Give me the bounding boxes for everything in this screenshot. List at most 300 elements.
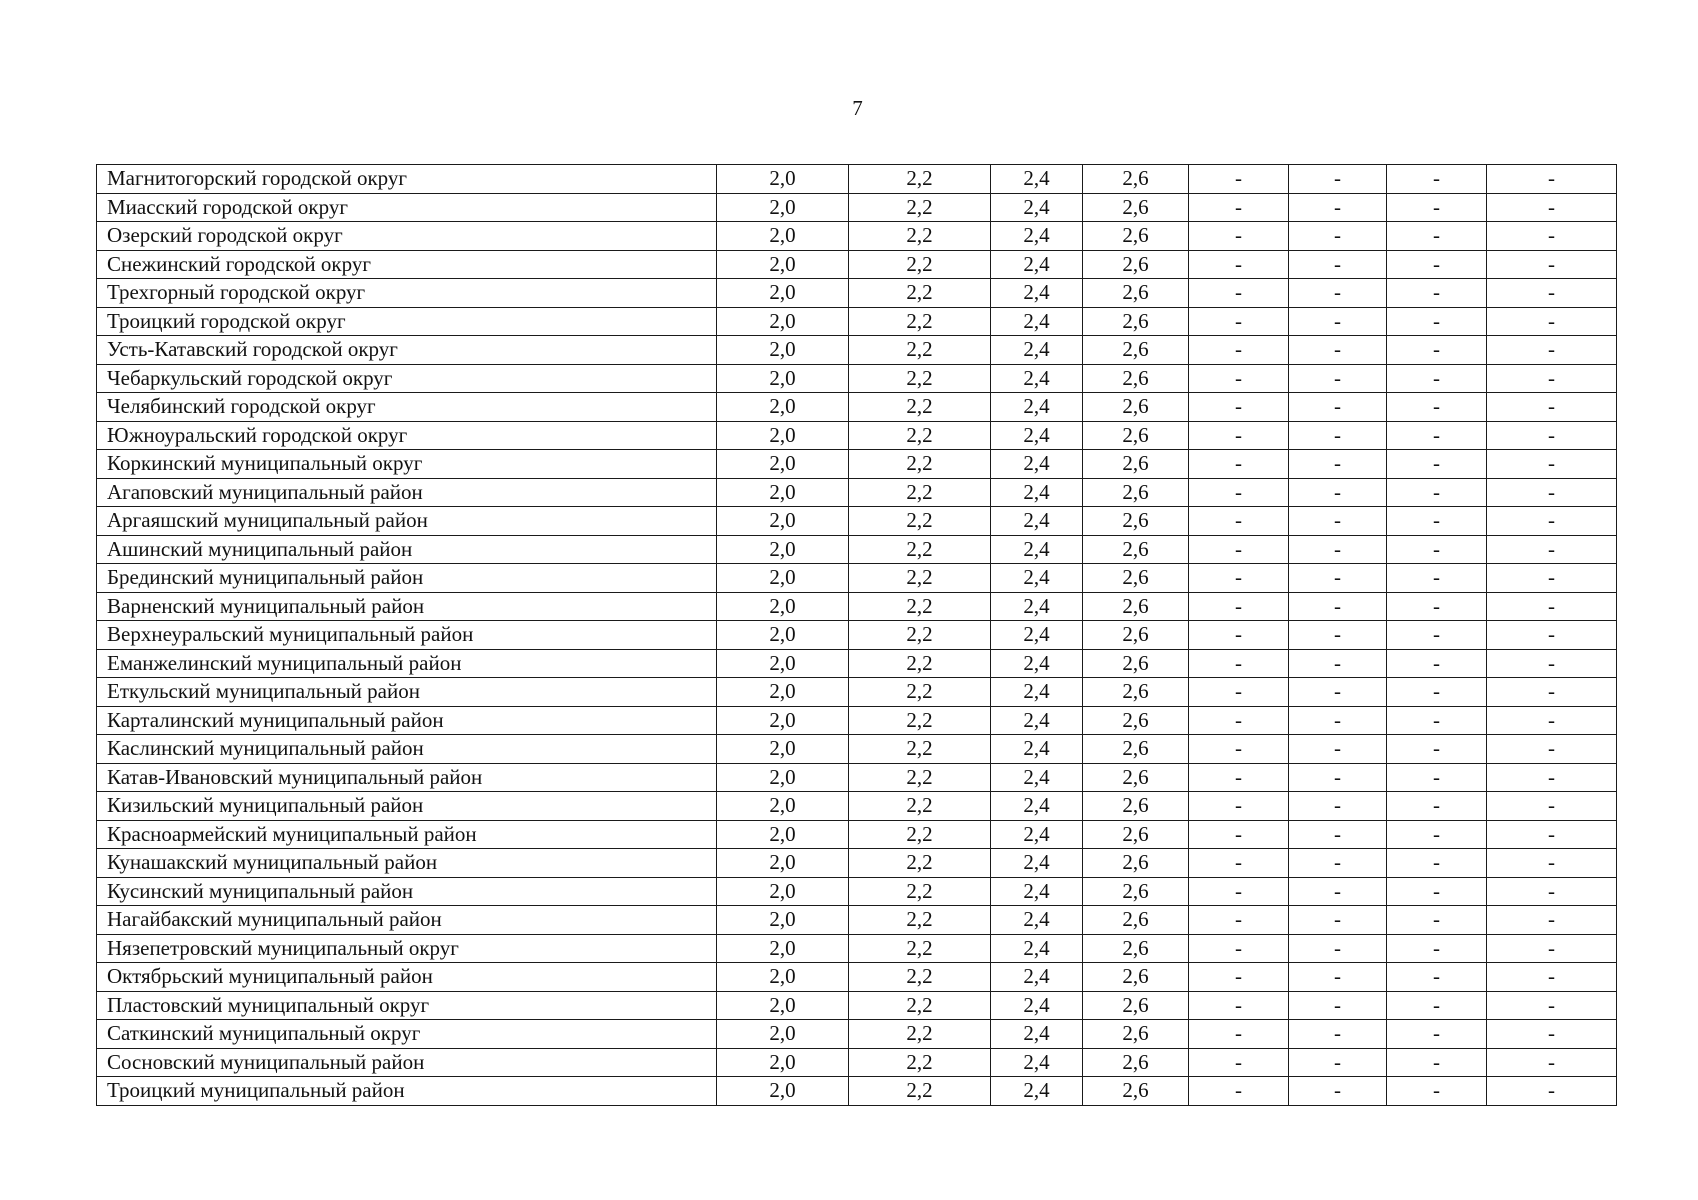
- coefficient-cell-8: -: [1487, 507, 1617, 536]
- coefficient-cell-2: 2,2: [849, 421, 991, 450]
- coefficient-cell-1: 2,0: [717, 592, 849, 621]
- coefficient-cell-2: 2,2: [849, 763, 991, 792]
- coefficient-cell-5: -: [1189, 564, 1289, 593]
- coefficient-cell-4: 2,6: [1083, 621, 1189, 650]
- coefficient-cell-4: 2,6: [1083, 193, 1189, 222]
- coefficient-cell-2: 2,2: [849, 592, 991, 621]
- coefficient-cell-7: -: [1387, 963, 1487, 992]
- coefficient-cell-7: -: [1387, 592, 1487, 621]
- coefficient-cell-6: -: [1289, 421, 1387, 450]
- coefficient-cell-6: -: [1289, 165, 1387, 194]
- municipality-name: Озерский городской округ: [97, 222, 717, 251]
- coefficient-cell-7: -: [1387, 678, 1487, 707]
- coefficient-cell-7: -: [1387, 336, 1487, 365]
- coefficient-cell-5: -: [1189, 307, 1289, 336]
- table-row: [97, 592, 1617, 621]
- municipality-name: Миасский городской округ: [97, 193, 717, 222]
- coefficient-cell-7: -: [1387, 250, 1487, 279]
- coefficient-cell-3: 2,4: [991, 478, 1083, 507]
- coefficient-cell-3: 2,4: [991, 1048, 1083, 1077]
- coefficient-cell-5: -: [1189, 450, 1289, 479]
- coefficient-cell-1: 2,0: [717, 165, 849, 194]
- table-row: [97, 250, 1617, 279]
- coefficient-cell-8: -: [1487, 906, 1617, 935]
- coefficient-cell-8: -: [1487, 421, 1617, 450]
- municipality-name: Еманжелинский муниципальный район: [97, 649, 717, 678]
- coefficients-table: [96, 164, 1617, 1106]
- coefficient-cell-8: -: [1487, 535, 1617, 564]
- municipality-name: Чебаркульский городской округ: [97, 364, 717, 393]
- coefficient-cell-7: -: [1387, 763, 1487, 792]
- coefficient-cell-5: -: [1189, 1020, 1289, 1049]
- coefficient-cell-5: -: [1189, 592, 1289, 621]
- coefficient-cell-1: 2,0: [717, 678, 849, 707]
- table-row: [97, 963, 1617, 992]
- table-row: [97, 535, 1617, 564]
- coefficient-cell-2: 2,2: [849, 535, 991, 564]
- municipality-name: Катав-Ивановский муниципальный район: [97, 763, 717, 792]
- coefficient-cell-5: -: [1189, 393, 1289, 422]
- coefficient-cell-7: -: [1387, 1077, 1487, 1106]
- coefficient-cell-3: 2,4: [991, 906, 1083, 935]
- coefficient-cell-8: -: [1487, 450, 1617, 479]
- coefficient-cell-2: 2,2: [849, 279, 991, 308]
- coefficient-cell-1: 2,0: [717, 792, 849, 821]
- municipality-name: Троицкий городской округ: [97, 307, 717, 336]
- coefficient-cell-4: 2,6: [1083, 165, 1189, 194]
- coefficient-cell-1: 2,0: [717, 763, 849, 792]
- coefficient-cell-4: 2,6: [1083, 735, 1189, 764]
- coefficient-cell-8: -: [1487, 991, 1617, 1020]
- municipality-name: Варненский муниципальный район: [97, 592, 717, 621]
- coefficient-cell-2: 2,2: [849, 478, 991, 507]
- coefficient-cell-4: 2,6: [1083, 1048, 1189, 1077]
- coefficient-cell-7: -: [1387, 934, 1487, 963]
- coefficient-cell-2: 2,2: [849, 364, 991, 393]
- coefficient-cell-5: -: [1189, 193, 1289, 222]
- coefficient-cell-8: -: [1487, 877, 1617, 906]
- coefficient-cell-1: 2,0: [717, 849, 849, 878]
- coefficient-cell-5: -: [1189, 535, 1289, 564]
- coefficient-cell-4: 2,6: [1083, 1077, 1189, 1106]
- coefficient-cell-3: 2,4: [991, 877, 1083, 906]
- coefficient-cell-3: 2,4: [991, 393, 1083, 422]
- coefficient-cell-5: -: [1189, 507, 1289, 536]
- coefficient-cell-1: 2,0: [717, 250, 849, 279]
- coefficient-cell-7: -: [1387, 792, 1487, 821]
- coefficient-cell-6: -: [1289, 706, 1387, 735]
- coefficient-cell-7: -: [1387, 535, 1487, 564]
- coefficient-cell-8: -: [1487, 1077, 1617, 1106]
- municipality-name: Кунашакский муниципальный район: [97, 849, 717, 878]
- coefficient-cell-5: -: [1189, 649, 1289, 678]
- coefficient-cell-7: -: [1387, 478, 1487, 507]
- coefficient-cell-6: -: [1289, 507, 1387, 536]
- coefficient-cell-4: 2,6: [1083, 222, 1189, 251]
- coefficient-cell-3: 2,4: [991, 735, 1083, 764]
- coefficient-cell-8: -: [1487, 735, 1617, 764]
- coefficient-cell-5: -: [1189, 877, 1289, 906]
- coefficient-cell-7: -: [1387, 649, 1487, 678]
- coefficient-cell-2: 2,2: [849, 450, 991, 479]
- coefficient-cell-5: -: [1189, 763, 1289, 792]
- coefficient-cell-4: 2,6: [1083, 450, 1189, 479]
- coefficient-cell-5: -: [1189, 849, 1289, 878]
- table-row: [97, 621, 1617, 650]
- coefficient-cell-1: 2,0: [717, 1048, 849, 1077]
- table-row: [97, 336, 1617, 365]
- municipality-name: Магнитогорский городской округ: [97, 165, 717, 194]
- coefficient-cell-3: 2,4: [991, 421, 1083, 450]
- municipality-name: Агаповский муниципальный район: [97, 478, 717, 507]
- coefficient-cell-8: -: [1487, 763, 1617, 792]
- municipality-name: Пластовский муниципальный округ: [97, 991, 717, 1020]
- coefficient-cell-3: 2,4: [991, 649, 1083, 678]
- municipality-name: Ашинский муниципальный район: [97, 535, 717, 564]
- municipality-name: Нязепетровский муниципальный округ: [97, 934, 717, 963]
- coefficient-cell-2: 2,2: [849, 649, 991, 678]
- coefficient-cell-4: 2,6: [1083, 535, 1189, 564]
- municipality-name: Каслинский муниципальный район: [97, 735, 717, 764]
- coefficient-cell-7: -: [1387, 1048, 1487, 1077]
- coefficient-cell-5: -: [1189, 250, 1289, 279]
- coefficient-cell-7: -: [1387, 991, 1487, 1020]
- coefficient-cell-6: -: [1289, 1077, 1387, 1106]
- coefficient-cell-2: 2,2: [849, 1077, 991, 1106]
- coefficient-cell-1: 2,0: [717, 535, 849, 564]
- municipality-name: Челябинский городской округ: [97, 393, 717, 422]
- coefficient-cell-1: 2,0: [717, 450, 849, 479]
- coefficient-cell-6: -: [1289, 450, 1387, 479]
- coefficient-cell-8: -: [1487, 849, 1617, 878]
- coefficient-cell-2: 2,2: [849, 393, 991, 422]
- coefficient-cell-2: 2,2: [849, 1020, 991, 1049]
- coefficient-cell-2: 2,2: [849, 934, 991, 963]
- coefficient-cell-4: 2,6: [1083, 592, 1189, 621]
- coefficient-cell-2: 2,2: [849, 621, 991, 650]
- table-row: [97, 991, 1617, 1020]
- coefficient-cell-3: 2,4: [991, 450, 1083, 479]
- municipality-name: Брединский муниципальный район: [97, 564, 717, 593]
- coefficient-cell-1: 2,0: [717, 934, 849, 963]
- coefficient-cell-2: 2,2: [849, 877, 991, 906]
- coefficient-cell-3: 2,4: [991, 1020, 1083, 1049]
- coefficient-cell-6: -: [1289, 820, 1387, 849]
- coefficient-cell-7: -: [1387, 450, 1487, 479]
- coefficient-cell-4: 2,6: [1083, 1020, 1189, 1049]
- coefficient-cell-7: -: [1387, 820, 1487, 849]
- coefficient-cell-7: -: [1387, 222, 1487, 251]
- coefficient-cell-8: -: [1487, 279, 1617, 308]
- coefficient-cell-2: 2,2: [849, 792, 991, 821]
- municipality-name: Южноуральский городской округ: [97, 421, 717, 450]
- coefficient-cell-2: 2,2: [849, 820, 991, 849]
- municipality-name: Снежинский городской округ: [97, 250, 717, 279]
- table-row: [97, 450, 1617, 479]
- municipality-name: Кизильский муниципальный район: [97, 792, 717, 821]
- coefficient-cell-2: 2,2: [849, 678, 991, 707]
- municipality-name: Еткульский муниципальный район: [97, 678, 717, 707]
- table-row: [97, 279, 1617, 308]
- coefficient-cell-5: -: [1189, 364, 1289, 393]
- coefficient-cell-7: -: [1387, 564, 1487, 593]
- coefficient-cell-8: -: [1487, 792, 1617, 821]
- table-row: [97, 678, 1617, 707]
- coefficient-cell-4: 2,6: [1083, 250, 1189, 279]
- coefficient-cell-8: -: [1487, 934, 1617, 963]
- coefficient-cell-7: -: [1387, 193, 1487, 222]
- coefficient-cell-7: -: [1387, 849, 1487, 878]
- coefficient-cell-6: -: [1289, 649, 1387, 678]
- coefficient-cell-1: 2,0: [717, 906, 849, 935]
- coefficient-cell-1: 2,0: [717, 393, 849, 422]
- coefficient-cell-1: 2,0: [717, 991, 849, 1020]
- coefficient-cell-1: 2,0: [717, 421, 849, 450]
- coefficient-cell-2: 2,2: [849, 250, 991, 279]
- coefficient-cell-8: -: [1487, 820, 1617, 849]
- coefficient-cell-2: 2,2: [849, 222, 991, 251]
- coefficient-cell-6: -: [1289, 250, 1387, 279]
- coefficient-cell-3: 2,4: [991, 165, 1083, 194]
- municipality-name: Октябрьский муниципальный район: [97, 963, 717, 992]
- table-row: [97, 222, 1617, 251]
- coefficient-cell-6: -: [1289, 735, 1387, 764]
- coefficient-cell-5: -: [1189, 1048, 1289, 1077]
- coefficient-cell-2: 2,2: [849, 963, 991, 992]
- coefficient-cell-7: -: [1387, 364, 1487, 393]
- coefficient-cell-6: -: [1289, 535, 1387, 564]
- municipality-name: Карталинский муниципальный район: [97, 706, 717, 735]
- table-row: [97, 421, 1617, 450]
- coefficient-cell-8: -: [1487, 193, 1617, 222]
- coefficient-cell-5: -: [1189, 906, 1289, 935]
- coefficient-cell-3: 2,4: [991, 792, 1083, 821]
- table-row: [97, 307, 1617, 336]
- coefficient-cell-5: -: [1189, 706, 1289, 735]
- coefficient-cell-5: -: [1189, 820, 1289, 849]
- coefficient-cell-5: -: [1189, 279, 1289, 308]
- table-row: [97, 165, 1617, 194]
- municipality-name: Трехгорный городской округ: [97, 279, 717, 308]
- table-row: [97, 1048, 1617, 1077]
- coefficient-cell-3: 2,4: [991, 250, 1083, 279]
- coefficient-cell-4: 2,6: [1083, 706, 1189, 735]
- coefficient-cell-1: 2,0: [717, 564, 849, 593]
- coefficient-cell-3: 2,4: [991, 820, 1083, 849]
- coefficient-cell-6: -: [1289, 564, 1387, 593]
- table-row: [97, 763, 1617, 792]
- coefficient-cell-8: -: [1487, 165, 1617, 194]
- coefficient-cell-6: -: [1289, 1020, 1387, 1049]
- coefficient-cell-1: 2,0: [717, 478, 849, 507]
- coefficient-cell-6: -: [1289, 877, 1387, 906]
- coefficient-cell-6: -: [1289, 849, 1387, 878]
- coefficient-cell-6: -: [1289, 1048, 1387, 1077]
- coefficient-cell-2: 2,2: [849, 991, 991, 1020]
- coefficient-cell-4: 2,6: [1083, 820, 1189, 849]
- coefficient-cell-4: 2,6: [1083, 336, 1189, 365]
- coefficient-cell-2: 2,2: [849, 507, 991, 536]
- coefficient-cell-6: -: [1289, 934, 1387, 963]
- coefficient-cell-5: -: [1189, 478, 1289, 507]
- table-row: [97, 1020, 1617, 1049]
- coefficient-cell-4: 2,6: [1083, 963, 1189, 992]
- coefficients-table-wrapper: [96, 164, 1617, 1106]
- coefficient-cell-3: 2,4: [991, 621, 1083, 650]
- coefficient-cell-3: 2,4: [991, 535, 1083, 564]
- coefficient-cell-5: -: [1189, 336, 1289, 365]
- coefficient-cell-7: -: [1387, 735, 1487, 764]
- coefficient-cell-6: -: [1289, 307, 1387, 336]
- coefficient-cell-1: 2,0: [717, 222, 849, 251]
- coefficient-cell-1: 2,0: [717, 621, 849, 650]
- municipality-name: Усть-Катавский городской округ: [97, 336, 717, 365]
- coefficient-cell-5: -: [1189, 621, 1289, 650]
- coefficient-cell-8: -: [1487, 706, 1617, 735]
- table-row: [97, 706, 1617, 735]
- table-row: [97, 735, 1617, 764]
- coefficient-cell-3: 2,4: [991, 336, 1083, 365]
- coefficient-cell-6: -: [1289, 193, 1387, 222]
- coefficient-cell-3: 2,4: [991, 963, 1083, 992]
- coefficient-cell-7: -: [1387, 307, 1487, 336]
- coefficient-cell-5: -: [1189, 421, 1289, 450]
- coefficient-cell-2: 2,2: [849, 849, 991, 878]
- coefficient-cell-1: 2,0: [717, 307, 849, 336]
- coefficient-cell-1: 2,0: [717, 735, 849, 764]
- coefficient-cell-7: -: [1387, 279, 1487, 308]
- coefficient-cell-6: -: [1289, 792, 1387, 821]
- coefficient-cell-3: 2,4: [991, 763, 1083, 792]
- coefficient-cell-6: -: [1289, 222, 1387, 251]
- coefficient-cell-4: 2,6: [1083, 421, 1189, 450]
- municipality-name: Сосновский муниципальный район: [97, 1048, 717, 1077]
- coefficient-cell-5: -: [1189, 165, 1289, 194]
- page-number: 7: [852, 96, 863, 120]
- coefficient-cell-3: 2,4: [991, 364, 1083, 393]
- coefficient-cell-4: 2,6: [1083, 507, 1189, 536]
- table-row: [97, 877, 1617, 906]
- coefficient-cell-8: -: [1487, 1020, 1617, 1049]
- coefficient-cell-1: 2,0: [717, 706, 849, 735]
- coefficient-cell-2: 2,2: [849, 906, 991, 935]
- coefficient-cell-4: 2,6: [1083, 792, 1189, 821]
- coefficient-cell-7: -: [1387, 165, 1487, 194]
- table-row: [97, 364, 1617, 393]
- table-row: [97, 393, 1617, 422]
- table-body: [97, 165, 1617, 1106]
- coefficient-cell-3: 2,4: [991, 1077, 1083, 1106]
- coefficient-cell-5: -: [1189, 991, 1289, 1020]
- coefficient-cell-3: 2,4: [991, 222, 1083, 251]
- coefficient-cell-6: -: [1289, 364, 1387, 393]
- coefficient-cell-7: -: [1387, 393, 1487, 422]
- coefficient-cell-7: -: [1387, 621, 1487, 650]
- coefficient-cell-4: 2,6: [1083, 991, 1189, 1020]
- coefficient-cell-6: -: [1289, 478, 1387, 507]
- table-row: [97, 934, 1617, 963]
- table-row: [97, 564, 1617, 593]
- table-row: [97, 849, 1617, 878]
- coefficient-cell-4: 2,6: [1083, 364, 1189, 393]
- coefficient-cell-4: 2,6: [1083, 279, 1189, 308]
- coefficient-cell-1: 2,0: [717, 820, 849, 849]
- coefficient-cell-8: -: [1487, 478, 1617, 507]
- coefficient-cell-5: -: [1189, 934, 1289, 963]
- coefficient-cell-1: 2,0: [717, 649, 849, 678]
- coefficient-cell-8: -: [1487, 250, 1617, 279]
- coefficient-cell-4: 2,6: [1083, 934, 1189, 963]
- table-row: [97, 906, 1617, 935]
- table-row: [97, 507, 1617, 536]
- coefficient-cell-1: 2,0: [717, 279, 849, 308]
- coefficient-cell-6: -: [1289, 906, 1387, 935]
- coefficient-cell-6: -: [1289, 621, 1387, 650]
- coefficient-cell-7: -: [1387, 706, 1487, 735]
- coefficient-cell-7: -: [1387, 877, 1487, 906]
- municipality-name: Троицкий муниципальный район: [97, 1077, 717, 1106]
- municipality-name: Саткинский муниципальный округ: [97, 1020, 717, 1049]
- coefficient-cell-1: 2,0: [717, 193, 849, 222]
- coefficient-cell-8: -: [1487, 621, 1617, 650]
- coefficient-cell-1: 2,0: [717, 963, 849, 992]
- coefficient-cell-8: -: [1487, 222, 1617, 251]
- coefficient-cell-2: 2,2: [849, 564, 991, 593]
- table-row: [97, 1077, 1617, 1106]
- coefficient-cell-3: 2,4: [991, 849, 1083, 878]
- coefficient-cell-5: -: [1189, 1077, 1289, 1106]
- coefficient-cell-4: 2,6: [1083, 649, 1189, 678]
- coefficient-cell-7: -: [1387, 906, 1487, 935]
- coefficient-cell-8: -: [1487, 592, 1617, 621]
- coefficient-cell-8: -: [1487, 963, 1617, 992]
- coefficient-cell-6: -: [1289, 963, 1387, 992]
- coefficient-cell-4: 2,6: [1083, 478, 1189, 507]
- coefficient-cell-6: -: [1289, 678, 1387, 707]
- coefficient-cell-3: 2,4: [991, 991, 1083, 1020]
- coefficient-cell-8: -: [1487, 564, 1617, 593]
- coefficient-cell-8: -: [1487, 307, 1617, 336]
- coefficient-cell-1: 2,0: [717, 1077, 849, 1106]
- coefficient-cell-5: -: [1189, 678, 1289, 707]
- coefficient-cell-8: -: [1487, 393, 1617, 422]
- municipality-name: Нагайбакский муниципальный район: [97, 906, 717, 935]
- coefficient-cell-5: -: [1189, 792, 1289, 821]
- coefficient-cell-3: 2,4: [991, 934, 1083, 963]
- coefficient-cell-2: 2,2: [849, 1048, 991, 1077]
- municipality-name: Верхнеуральский муниципальный район: [97, 621, 717, 650]
- municipality-name: Аргаяшский муниципальный район: [97, 507, 717, 536]
- coefficient-cell-3: 2,4: [991, 193, 1083, 222]
- coefficient-cell-8: -: [1487, 364, 1617, 393]
- coefficient-cell-4: 2,6: [1083, 906, 1189, 935]
- coefficient-cell-6: -: [1289, 279, 1387, 308]
- coefficient-cell-2: 2,2: [849, 165, 991, 194]
- coefficient-cell-5: -: [1189, 222, 1289, 251]
- coefficient-cell-2: 2,2: [849, 193, 991, 222]
- coefficient-cell-8: -: [1487, 336, 1617, 365]
- municipality-name: Красноармейский муниципальный район: [97, 820, 717, 849]
- coefficient-cell-6: -: [1289, 991, 1387, 1020]
- coefficient-cell-8: -: [1487, 1048, 1617, 1077]
- coefficient-cell-4: 2,6: [1083, 849, 1189, 878]
- coefficient-cell-3: 2,4: [991, 678, 1083, 707]
- coefficient-cell-3: 2,4: [991, 706, 1083, 735]
- coefficient-cell-7: -: [1387, 1020, 1487, 1049]
- coefficient-cell-2: 2,2: [849, 735, 991, 764]
- coefficient-cell-2: 2,2: [849, 307, 991, 336]
- coefficient-cell-5: -: [1189, 735, 1289, 764]
